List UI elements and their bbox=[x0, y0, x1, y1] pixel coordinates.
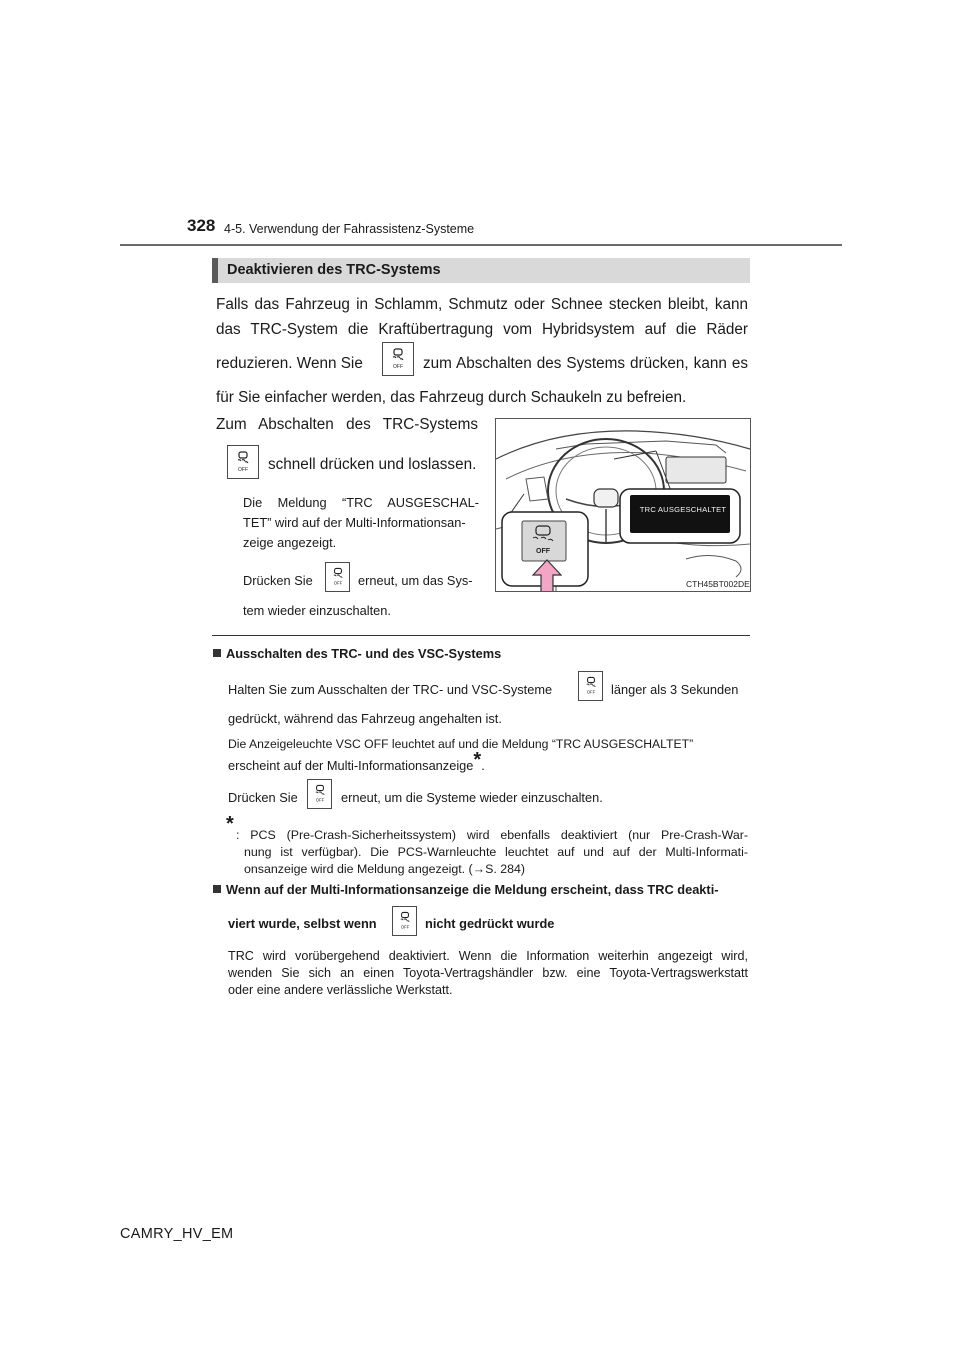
sub1-p2-line1: Die Anzeigeleuchte VSC OFF leuchtet auf und die Meldung “TRC AUSGESCHALTET” bbox=[228, 737, 694, 751]
vsc-off-icon bbox=[399, 912, 411, 931]
svg-text:OFF: OFF bbox=[400, 924, 409, 930]
vsc-off-button-inline bbox=[578, 671, 603, 701]
footnote-star: * bbox=[226, 813, 234, 835]
intro-line-2: das TRC-System die Kraftübertragung vom Hybridsystem auf die Räder bbox=[216, 321, 748, 338]
subsection2-heading-line1 bbox=[213, 880, 719, 900]
vsc-off-icon bbox=[391, 348, 405, 370]
dashboard-illustration bbox=[495, 418, 751, 592]
sub2-p-line2: wenden Sie sich an einen Toyota-Vertragshändler bzw. eine Toyota-Vertragswerkstatt bbox=[228, 966, 748, 980]
figure-code: CTH45BT002DE bbox=[686, 579, 750, 589]
subsection2-heading-line2a: viert wurde, selbst wenn bbox=[228, 916, 377, 931]
heading-accent bbox=[212, 258, 218, 283]
document-code: CAMRY_HV_EM bbox=[120, 1226, 234, 1242]
section-title: 4-5. Verwendung der Fahrassistenz-Systeme bbox=[224, 222, 475, 236]
vsc-off-button-inline bbox=[325, 562, 350, 592]
sub1-p1a: Halten Sie zum Ausschalten der TRC- und VSC-Systeme bbox=[228, 682, 553, 697]
sub1-p1b: länger als 3 Sekunden bbox=[611, 682, 739, 697]
intro-line-1: Falls das Fahrzeug in Schlamm, Schmutz oder Schnee stecken bleibt, kann bbox=[216, 296, 748, 313]
note1-line-2: TET” wird auf der Multi-Informationsan- bbox=[243, 515, 466, 530]
note2-line-1b: erneut, um das Sys- bbox=[358, 573, 473, 588]
vsc-off-icon bbox=[585, 677, 597, 696]
sub2-p-line3: oder eine andere verlässliche Werkstatt. bbox=[228, 983, 453, 997]
page-number: 328 bbox=[187, 216, 216, 235]
vsc-off-button-inline bbox=[392, 906, 417, 936]
footnote-line-2: nung ist verfügbar). Die PCS-Warnleuchte leuchtet auf und auf der Multi-Informati- bbox=[244, 845, 748, 859]
note1-line-3: zeige angezeigt. bbox=[243, 535, 337, 550]
sub1-p1c: gedrückt, während das Fahrzeug angehalten ist. bbox=[228, 711, 502, 726]
sub1-p3a: Drücken Sie bbox=[228, 790, 298, 805]
square-bullet-icon bbox=[213, 885, 221, 893]
svg-text:OFF: OFF bbox=[586, 689, 595, 695]
intro-line-4: für Sie einfacher werden, das Fahrzeug durch Schaukeln zu befreien. bbox=[216, 389, 687, 406]
instruction-line-2: schnell drücken und loslassen. bbox=[268, 456, 477, 473]
svg-text:OFF: OFF bbox=[393, 364, 403, 370]
footnote-line-3: onsanzeige wird die Meldung angezeigt. (→S. 284) bbox=[244, 862, 526, 876]
note2-line-2: tem wieder einzuschalten. bbox=[243, 603, 391, 618]
arrow-up-icon bbox=[532, 559, 562, 592]
intro-line-3a: reduzieren. Wenn Sie bbox=[216, 355, 363, 372]
vsc-off-button-inline bbox=[382, 342, 414, 376]
sub1-p2-end: . bbox=[481, 758, 485, 773]
sub1-p2-text: erscheint auf der Multi-Informationsanzeige bbox=[228, 758, 474, 773]
footnote-marker: * bbox=[473, 749, 482, 771]
svg-text:OFF: OFF bbox=[238, 467, 248, 473]
vsc-off-icon bbox=[314, 785, 326, 804]
svg-text:OFF: OFF bbox=[333, 580, 342, 586]
sub1-p2-line2 bbox=[228, 750, 485, 776]
note2-line-1a: Drücken Sie bbox=[243, 573, 313, 588]
section-heading: Deaktivieren des TRC-Systems bbox=[227, 262, 441, 278]
footnote-line-1: : PCS (Pre-Crash-Sicherheitssystem) wird ebenfalls deaktiviert (nur Pre-Crash-War- bbox=[236, 828, 748, 842]
subsection2-heading-line2b: nicht gedrückt wurde bbox=[425, 916, 555, 931]
svg-text:OFF: OFF bbox=[315, 797, 324, 803]
vsc-off-button-inline bbox=[307, 779, 332, 809]
subsection1-heading-text: Ausschalten des TRC- und des VSC-Systems bbox=[226, 646, 502, 661]
vsc-off-button-inline bbox=[227, 445, 259, 479]
figure-button-label: OFF bbox=[536, 548, 550, 555]
sub2-p-line1: TRC wird vorübergehend deaktiviert. Wenn die Information weiterhin angezeigt wird, bbox=[228, 949, 748, 963]
note1-line-1: Die Meldung “TRC AUSGESCHAL- bbox=[243, 495, 479, 510]
subsection2-heading-text: Wenn auf der Multi-Informationsanzeige die Meldung erscheint, dass TRC deakti- bbox=[226, 882, 719, 897]
section-heading-bar bbox=[212, 258, 750, 283]
subsection1-heading bbox=[213, 644, 501, 664]
figure-display-text: TRC AUSGESCHALTET bbox=[639, 505, 727, 514]
sub1-p3b: erneut, um die Systeme wieder einzuschalten. bbox=[341, 790, 603, 805]
vsc-off-icon bbox=[236, 451, 250, 473]
intro-line-3b: zum Abschalten des Systems drücken, kann es bbox=[423, 355, 748, 372]
vsc-off-icon bbox=[332, 568, 344, 587]
square-bullet-icon bbox=[213, 649, 221, 657]
instruction-line-1: Zum Abschalten des TRC-Systems bbox=[216, 416, 478, 433]
header-divider bbox=[120, 244, 842, 246]
section-divider bbox=[212, 635, 750, 636]
